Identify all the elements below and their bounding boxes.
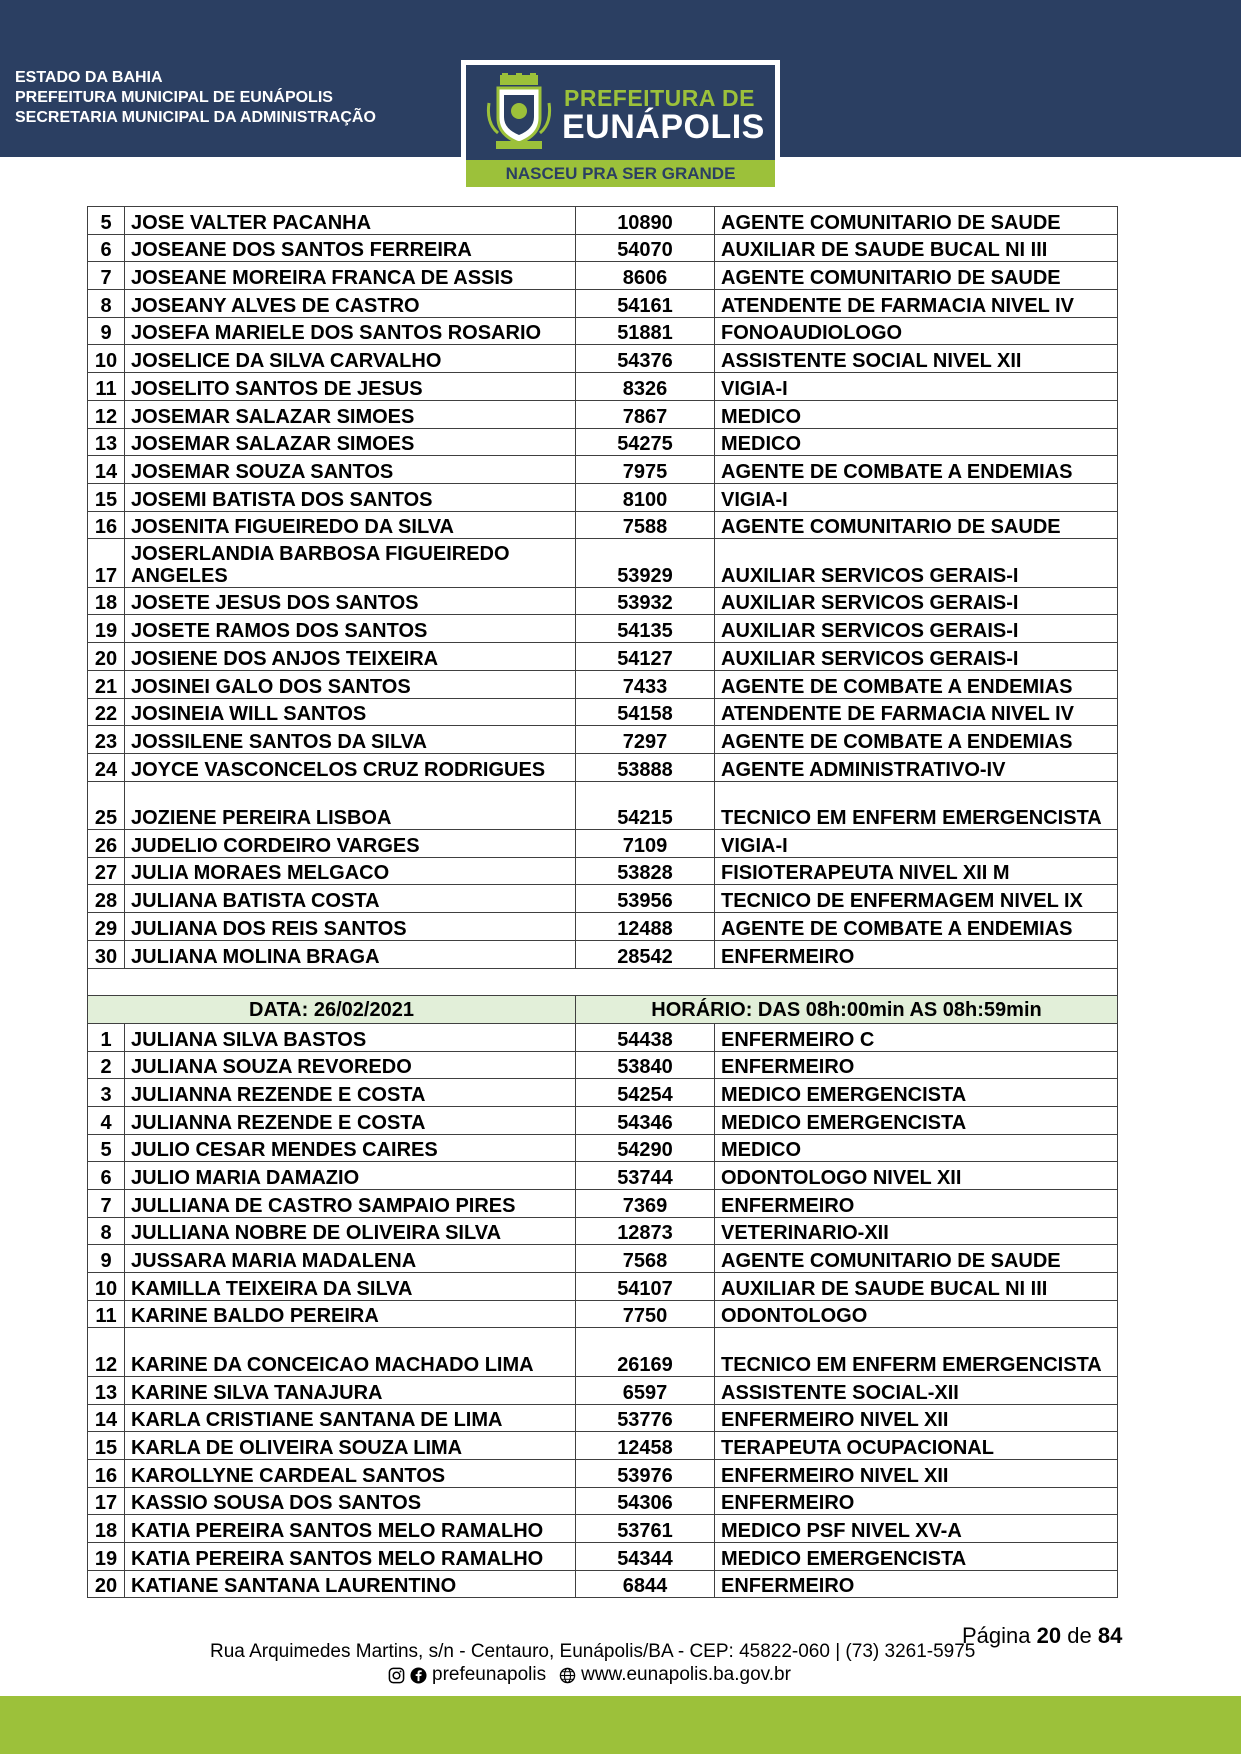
employee-name: KAROLLYNE CARDEAL SANTOS xyxy=(125,1460,576,1488)
table-row xyxy=(88,781,1118,830)
registration-number: 12458 xyxy=(576,1432,715,1460)
job-title: MEDICO xyxy=(715,400,1118,428)
registration-number: 54306 xyxy=(576,1487,715,1515)
row-number: 5 xyxy=(88,1134,125,1162)
page-number xyxy=(962,1623,1122,1649)
row-number: 6 xyxy=(88,1162,125,1190)
footer-band xyxy=(0,1696,1241,1754)
row-number: 13 xyxy=(88,428,125,456)
employee-name: JULIA MORAES MELGACO xyxy=(125,857,576,885)
job-title: ODONTOLOGO NIVEL XII xyxy=(715,1162,1118,1190)
employee-name: JOSE VALTER PACANHA xyxy=(125,207,576,235)
schedule-time: HORÁRIO: DAS 08h:00min AS 08h:59min xyxy=(576,996,1118,1024)
table-row xyxy=(88,373,1118,401)
row-number: 15 xyxy=(88,483,125,511)
employee-name: KATIA PEREIRA SANTOS MELO RAMALHO xyxy=(125,1515,576,1543)
employee-name: JOSEMAR SOUZA SANTOS xyxy=(125,456,576,484)
registration-number: 53929 xyxy=(576,539,715,588)
row-number: 30 xyxy=(88,940,125,968)
employee-name: JULIANA SOUZA REVOREDO xyxy=(125,1051,576,1079)
employee-name: JULLIANA DE CASTRO SAMPAIO PIRES xyxy=(125,1190,576,1218)
job-title: ASSISTENTE SOCIAL NIVEL XII xyxy=(715,345,1118,373)
registration-number: 7750 xyxy=(576,1300,715,1328)
social-handle[interactable]: prefeunapolis xyxy=(432,1664,547,1685)
row-number: 17 xyxy=(88,539,125,588)
table-row xyxy=(88,1487,1118,1515)
table-row xyxy=(88,940,1118,968)
registration-number: 53761 xyxy=(576,1515,715,1543)
table-row xyxy=(88,615,1118,643)
row-number: 13 xyxy=(88,1376,125,1404)
employee-name: JUSSARA MARIA MADALENA xyxy=(125,1245,576,1273)
row-number: 6 xyxy=(88,234,125,262)
employee-name: JULIANA BATISTA COSTA xyxy=(125,885,576,913)
page-current: 20 xyxy=(1036,1623,1062,1648)
row-number: 1 xyxy=(88,1023,125,1051)
job-title: VIGIA-I xyxy=(715,483,1118,511)
registration-number: 6844 xyxy=(576,1570,715,1598)
job-title: MEDICO PSF NIVEL XV-A xyxy=(715,1515,1118,1543)
registration-number: 28542 xyxy=(576,940,715,968)
row-number: 22 xyxy=(88,698,125,726)
job-title: AGENTE DE COMBATE A ENDEMIAS xyxy=(715,913,1118,941)
heading-secretariat: SECRETARIA MUNICIPAL DA ADMINISTRAÇÃO xyxy=(15,109,376,126)
schedule-header-row xyxy=(88,996,1118,1024)
table-row xyxy=(88,830,1118,858)
schedule-roster-table xyxy=(87,206,1118,1598)
heading-state: ESTADO DA BAHIA xyxy=(15,69,163,86)
registration-number: 12488 xyxy=(576,913,715,941)
employee-name: JOSELICE DA SILVA CARVALHO xyxy=(125,345,576,373)
table-row xyxy=(88,698,1118,726)
job-title: AUXILIAR SERVICOS GERAIS-I xyxy=(715,643,1118,671)
job-title: TECNICO EM ENFERM EMERGENCISTA xyxy=(715,781,1118,830)
row-number: 10 xyxy=(88,1273,125,1301)
page-word: Página xyxy=(962,1623,1031,1648)
employee-name: JULIANA SILVA BASTOS xyxy=(125,1023,576,1051)
row-number: 11 xyxy=(88,1300,125,1328)
job-title: TERAPEUTA OCUPACIONAL xyxy=(715,1432,1118,1460)
table-row xyxy=(88,1328,1118,1377)
employee-name: JULIO CESAR MENDES CAIRES xyxy=(125,1134,576,1162)
row-number: 17 xyxy=(88,1487,125,1515)
row-number: 18 xyxy=(88,1515,125,1543)
row-number: 8 xyxy=(88,1217,125,1245)
spacer-cell xyxy=(88,968,1118,996)
job-title: AUXILIAR SERVICOS GERAIS-I xyxy=(715,539,1118,588)
table-row xyxy=(88,1245,1118,1273)
row-number: 16 xyxy=(88,1460,125,1488)
table-row xyxy=(88,1376,1118,1404)
row-number: 7 xyxy=(88,1190,125,1218)
instagram-icon xyxy=(388,1667,405,1684)
row-number: 19 xyxy=(88,1543,125,1571)
employee-name: JUDELIO CORDEIRO VARGES xyxy=(125,830,576,858)
row-number: 11 xyxy=(88,373,125,401)
table-row xyxy=(88,1432,1118,1460)
row-number: 20 xyxy=(88,1570,125,1598)
facebook-icon xyxy=(410,1667,427,1684)
schedule-date: DATA: 26/02/2021 xyxy=(88,996,576,1024)
job-title: ASSISTENTE SOCIAL-XII xyxy=(715,1376,1118,1404)
table-row xyxy=(88,1190,1118,1218)
job-title: ODONTOLOGO xyxy=(715,1300,1118,1328)
job-title: ENFERMEIRO NIVEL XII xyxy=(715,1404,1118,1432)
job-title: AUXILIAR DE SAUDE BUCAL NI III xyxy=(715,234,1118,262)
job-title: AGENTE ADMINISTRATIVO-IV xyxy=(715,753,1118,781)
employee-name: JOYCE VASCONCELOS CRUZ RODRIGUES xyxy=(125,753,576,781)
row-number: 29 xyxy=(88,913,125,941)
job-title: MEDICO EMERGENCISTA xyxy=(715,1079,1118,1107)
row-number: 9 xyxy=(88,317,125,345)
registration-number: 7867 xyxy=(576,400,715,428)
table-row xyxy=(88,539,1118,588)
registration-number: 7369 xyxy=(576,1190,715,1218)
employee-name: JULLIANA NOBRE DE OLIVEIRA SILVA xyxy=(125,1217,576,1245)
row-number: 26 xyxy=(88,830,125,858)
registration-number: 8100 xyxy=(576,483,715,511)
table-row xyxy=(88,1217,1118,1245)
job-title: TECNICO DE ENFERMAGEM NIVEL IX xyxy=(715,885,1118,913)
employee-name: JOSEMAR SALAZAR SIMOES xyxy=(125,428,576,456)
employee-name: KARINE DA CONCEICAO MACHADO LIMA xyxy=(125,1328,576,1377)
employee-name: JOSSILENE SANTOS DA SILVA xyxy=(125,726,576,754)
registration-number: 54438 xyxy=(576,1023,715,1051)
employee-name: KARINE BALDO PEREIRA xyxy=(125,1300,576,1328)
table-row xyxy=(88,1106,1118,1134)
employee-name: JOSELITO SANTOS DE JESUS xyxy=(125,373,576,401)
job-title: FISIOTERAPEUTA NIVEL XII M xyxy=(715,857,1118,885)
registration-number: 7433 xyxy=(576,670,715,698)
registration-number: 54215 xyxy=(576,781,715,830)
registration-number: 54290 xyxy=(576,1134,715,1162)
spacer-row xyxy=(88,968,1118,996)
registration-number: 54254 xyxy=(576,1079,715,1107)
registration-number: 8606 xyxy=(576,262,715,290)
job-title: MEDICO xyxy=(715,1134,1118,1162)
employee-name: JOSINEI GALO DOS SANTOS xyxy=(125,670,576,698)
job-title: ENFERMEIRO C xyxy=(715,1023,1118,1051)
logo-title-main: EUNÁPOLIS xyxy=(562,108,765,146)
employee-name: JOSEANE DOS SANTOS FERREIRA xyxy=(125,234,576,262)
table-row xyxy=(88,428,1118,456)
table-row xyxy=(88,857,1118,885)
row-number: 16 xyxy=(88,511,125,539)
page-total: 84 xyxy=(1097,1623,1123,1648)
registration-number: 53888 xyxy=(576,753,715,781)
registration-number: 54275 xyxy=(576,428,715,456)
employee-name: JOSETE JESUS DOS SANTOS xyxy=(125,587,576,615)
job-title: AGENTE DE COMBATE A ENDEMIAS xyxy=(715,726,1118,754)
employee-name: JOSINEIA WILL SANTOS xyxy=(125,698,576,726)
employee-name: KASSIO SOUSA DOS SANTOS xyxy=(125,1487,576,1515)
group2-rows xyxy=(88,1023,1118,1598)
employee-name: JOSENITA FIGUEIREDO DA SILVA xyxy=(125,511,576,539)
employee-name: JOSETE RAMOS DOS SANTOS xyxy=(125,615,576,643)
registration-number: 54346 xyxy=(576,1106,715,1134)
job-title: ENFERMEIRO xyxy=(715,1570,1118,1598)
employee-name: KATIA PEREIRA SANTOS MELO RAMALHO xyxy=(125,1543,576,1571)
table-row xyxy=(88,262,1118,290)
job-title: TECNICO EM ENFERM EMERGENCISTA xyxy=(715,1328,1118,1377)
row-number: 7 xyxy=(88,262,125,290)
row-number: 23 xyxy=(88,726,125,754)
registration-number: 7588 xyxy=(576,511,715,539)
registration-number: 12873 xyxy=(576,1217,715,1245)
table-row xyxy=(88,1300,1118,1328)
job-title: AGENTE DE COMBATE A ENDEMIAS xyxy=(715,456,1118,484)
job-title: ENFERMEIRO xyxy=(715,940,1118,968)
row-number: 14 xyxy=(88,456,125,484)
row-number: 12 xyxy=(88,1328,125,1377)
employee-name: JOSEMI BATISTA DOS SANTOS xyxy=(125,483,576,511)
table-row xyxy=(88,885,1118,913)
registration-number: 53840 xyxy=(576,1051,715,1079)
registration-number: 7975 xyxy=(576,456,715,484)
employee-name: KAMILLA TEIXEIRA DA SILVA xyxy=(125,1273,576,1301)
employee-name: JOSEFA MARIELE DOS SANTOS ROSARIO xyxy=(125,317,576,345)
table-row xyxy=(88,1543,1118,1571)
employee-name: JOSEANE MOREIRA FRANCA DE ASSIS xyxy=(125,262,576,290)
registration-number: 53744 xyxy=(576,1162,715,1190)
table-row xyxy=(88,234,1118,262)
row-number: 14 xyxy=(88,1404,125,1432)
row-number: 4 xyxy=(88,1106,125,1134)
job-title: AUXILIAR DE SAUDE BUCAL NI III xyxy=(715,1273,1118,1301)
job-title: ATENDENTE DE FARMACIA NIVEL IV xyxy=(715,290,1118,318)
registration-number: 10890 xyxy=(576,207,715,235)
table-row xyxy=(88,345,1118,373)
employee-name: JULIANNA REZENDE E COSTA xyxy=(125,1079,576,1107)
job-title: VETERINARIO-XII xyxy=(715,1217,1118,1245)
row-number: 15 xyxy=(88,1432,125,1460)
job-title: ENFERMEIRO xyxy=(715,1190,1118,1218)
job-title: ATENDENTE DE FARMACIA NIVEL IV xyxy=(715,698,1118,726)
table-row xyxy=(88,483,1118,511)
city-logo xyxy=(461,60,780,192)
employee-name: KATIANE SANTANA LAURENTINO xyxy=(125,1570,576,1598)
table-row xyxy=(88,1404,1118,1432)
row-number: 9 xyxy=(88,1245,125,1273)
employee-name: KARLA DE OLIVEIRA SOUZA LIMA xyxy=(125,1432,576,1460)
registration-number: 53976 xyxy=(576,1460,715,1488)
job-title: AGENTE COMUNITARIO DE SAUDE xyxy=(715,262,1118,290)
group1-rows xyxy=(88,207,1118,969)
table-row xyxy=(88,290,1118,318)
schedule-block xyxy=(88,968,1118,1023)
table-row xyxy=(88,1051,1118,1079)
table-row xyxy=(88,1515,1118,1543)
job-title: AGENTE COMUNITARIO DE SAUDE xyxy=(715,511,1118,539)
footer-address: Rua Arquimedes Martins, s/n - Centauro, Eunápolis/BA - CEP: 45822-060 | (73) 3261-5975 xyxy=(210,1641,976,1662)
row-number: 10 xyxy=(88,345,125,373)
table-row xyxy=(88,1273,1118,1301)
registration-number: 54158 xyxy=(576,698,715,726)
job-title: MEDICO EMERGENCISTA xyxy=(715,1543,1118,1571)
employee-name: JOZIENE PEREIRA LISBOA xyxy=(125,781,576,830)
table-row xyxy=(88,400,1118,428)
table-row xyxy=(88,643,1118,671)
table-row xyxy=(88,1570,1118,1598)
logo-panel xyxy=(466,65,775,160)
table-row xyxy=(88,317,1118,345)
table-row xyxy=(88,670,1118,698)
row-number: 24 xyxy=(88,753,125,781)
registration-number: 54376 xyxy=(576,345,715,373)
government-heading xyxy=(15,68,376,128)
table-row xyxy=(88,1460,1118,1488)
footer-social xyxy=(388,1664,791,1686)
job-title: MEDICO xyxy=(715,428,1118,456)
row-number: 12 xyxy=(88,400,125,428)
job-title: AUXILIAR SERVICOS GERAIS-I xyxy=(715,587,1118,615)
table-row xyxy=(88,587,1118,615)
job-title: FONOAUDIOLOGO xyxy=(715,317,1118,345)
heading-city-hall: PREFEITURA MUNICIPAL DE EUNÁPOLIS xyxy=(15,89,333,106)
registration-number: 53932 xyxy=(576,587,715,615)
job-title: AUXILIAR SERVICOS GERAIS-I xyxy=(715,615,1118,643)
row-number: 8 xyxy=(88,290,125,318)
row-number: 25 xyxy=(88,781,125,830)
employee-name: JOSEANY ALVES DE CASTRO xyxy=(125,290,576,318)
employee-name: KARLA CRISTIANE SANTANA DE LIMA xyxy=(125,1404,576,1432)
row-number: 19 xyxy=(88,615,125,643)
employee-name: JULIANNA REZENDE E COSTA xyxy=(125,1106,576,1134)
registration-number: 26169 xyxy=(576,1328,715,1377)
employee-name: JULIANA DOS REIS SANTOS xyxy=(125,913,576,941)
row-number: 21 xyxy=(88,670,125,698)
job-title: ENFERMEIRO xyxy=(715,1051,1118,1079)
employee-name: JULIANA MOLINA BRAGA xyxy=(125,940,576,968)
table-row xyxy=(88,1079,1118,1107)
job-title: ENFERMEIRO xyxy=(715,1487,1118,1515)
registration-number: 54161 xyxy=(576,290,715,318)
employee-name: KARINE SILVA TANAJURA xyxy=(125,1376,576,1404)
table-row xyxy=(88,753,1118,781)
job-title: AGENTE COMUNITARIO DE SAUDE xyxy=(715,1245,1118,1273)
table-row xyxy=(88,511,1118,539)
registration-number: 53956 xyxy=(576,885,715,913)
page-of: de xyxy=(1067,1623,1092,1648)
row-number: 28 xyxy=(88,885,125,913)
registration-number: 8326 xyxy=(576,373,715,401)
crest-icon xyxy=(486,73,552,151)
employee-name: JOSIENE DOS ANJOS TEIXEIRA xyxy=(125,643,576,671)
table-row xyxy=(88,1162,1118,1190)
table-row xyxy=(88,1134,1118,1162)
registration-number: 53828 xyxy=(576,857,715,885)
table-row xyxy=(88,913,1118,941)
registration-number: 51881 xyxy=(576,317,715,345)
registration-number: 54070 xyxy=(576,234,715,262)
globe-icon xyxy=(559,1667,576,1684)
registration-number: 7568 xyxy=(576,1245,715,1273)
registration-number: 7109 xyxy=(576,830,715,858)
row-number: 2 xyxy=(88,1051,125,1079)
row-number: 3 xyxy=(88,1079,125,1107)
website-link[interactable]: www.eunapolis.ba.gov.br xyxy=(581,1664,791,1685)
registration-number: 7297 xyxy=(576,726,715,754)
table-row xyxy=(88,207,1118,235)
job-title: VIGIA-I xyxy=(715,830,1118,858)
table-row xyxy=(88,726,1118,754)
row-number: 20 xyxy=(88,643,125,671)
row-number: 27 xyxy=(88,857,125,885)
registration-number: 6597 xyxy=(576,1376,715,1404)
employee-name: JOSERLANDIA BARBOSA FIGUEIREDO ANGELES xyxy=(125,539,576,588)
table-row xyxy=(88,456,1118,484)
registration-number: 53776 xyxy=(576,1404,715,1432)
employee-name: JULIO MARIA DAMAZIO xyxy=(125,1162,576,1190)
employee-name: JOSEMAR SALAZAR SIMOES xyxy=(125,400,576,428)
job-title: AGENTE DE COMBATE A ENDEMIAS xyxy=(715,670,1118,698)
job-title: ENFERMEIRO NIVEL XII xyxy=(715,1460,1118,1488)
job-title: VIGIA-I xyxy=(715,373,1118,401)
registration-number: 54135 xyxy=(576,615,715,643)
registration-number: 54107 xyxy=(576,1273,715,1301)
registration-number: 54127 xyxy=(576,643,715,671)
row-number: 18 xyxy=(88,587,125,615)
table-row xyxy=(88,1023,1118,1051)
logo-title-top: PREFEITURA DE xyxy=(564,85,755,111)
job-title: MEDICO EMERGENCISTA xyxy=(715,1106,1118,1134)
registration-number: 54344 xyxy=(576,1543,715,1571)
logo-slogan: NASCEU PRA SER GRANDE xyxy=(466,160,775,187)
job-title: AGENTE COMUNITARIO DE SAUDE xyxy=(715,207,1118,235)
row-number: 5 xyxy=(88,207,125,235)
